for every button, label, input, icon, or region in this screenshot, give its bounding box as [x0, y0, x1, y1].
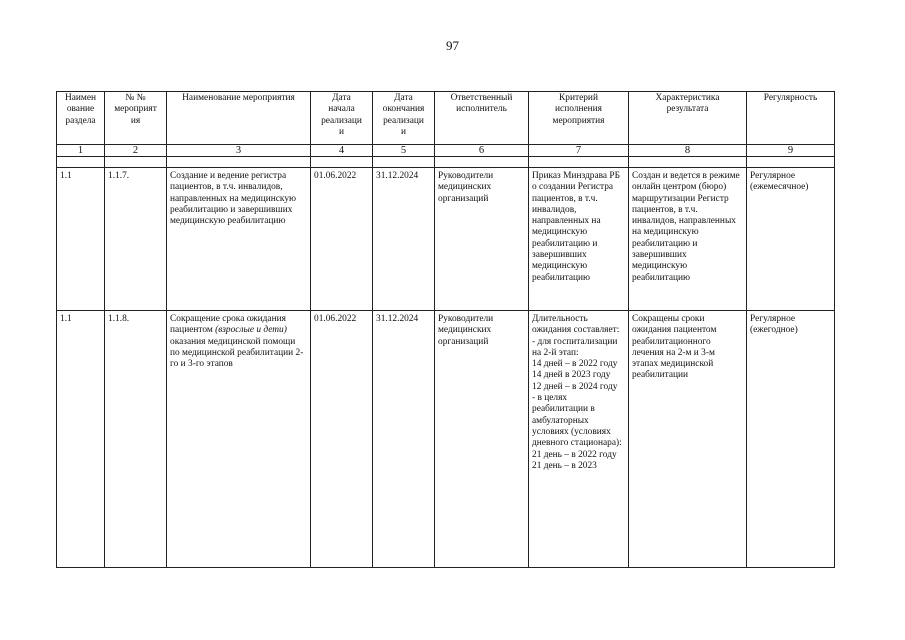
header-line: Дата — [332, 93, 351, 103]
end-date-cell: 31.12.2024 — [373, 168, 435, 311]
header-line: Наименование мероприятия — [182, 93, 295, 103]
activity-number-cell: 1.1.7. — [105, 168, 167, 311]
header-activity-name — [167, 92, 311, 145]
header-end-date — [373, 92, 435, 145]
table-header-row — [57, 92, 835, 145]
activities-table — [56, 91, 835, 568]
column-number: 6 — [435, 145, 529, 157]
column-number: 3 — [167, 145, 311, 157]
header-start-date — [311, 92, 373, 145]
header-line: мероприятия — [552, 115, 605, 126]
page-number: 97 — [446, 38, 459, 53]
header-section-name — [57, 92, 105, 145]
column-number: 5 — [373, 145, 435, 157]
header-line: Характеристика — [655, 93, 720, 103]
section-cell: 1.1 — [57, 311, 105, 568]
header-line: Наимен — [64, 93, 97, 103]
criterion-line: 12 дней – в 2024 году — [532, 381, 618, 392]
criterion-cell — [529, 311, 629, 568]
header-line: ование — [66, 104, 95, 115]
column-number: 1 — [57, 145, 105, 157]
column-number-row — [57, 145, 835, 157]
header-responsible — [435, 92, 529, 145]
criterion-line: - в целях реабилитации в амбулаторных условиях (условиях дневного стационара): — [532, 393, 622, 449]
criterion-line: 14 дней – в 2022 году — [532, 359, 618, 370]
result-cell: Создан и ведется в режиме онлайн центром (бюро) маршрутизации Регистр пациентов, в т.ч. инвалидов, направленных на медицинскую реабилитацию и завершивших медицинскую реабилитацию — [629, 168, 747, 311]
header-criterion — [529, 92, 629, 145]
criterion-line: 14 дней в 2023 году — [532, 370, 611, 381]
criterion-line: 21 день – в 2023 — [532, 460, 597, 471]
regularity-cell: Регулярное (ежегодное) — [747, 311, 835, 568]
start-date-cell: 01.06.2022 — [311, 168, 373, 311]
header-line: окончания — [382, 104, 425, 115]
header-line: исполнитель — [456, 104, 507, 115]
activity-name-rest: оказания медицинской помощи по медицинской реабилитации 2-го и 3-го этапов — [170, 336, 304, 370]
activity-name-italic: (взрослые и дети) — [215, 325, 287, 336]
start-date-cell: 01.06.2022 — [311, 311, 373, 568]
responsible-cell: Руководители медицинских организаций — [435, 311, 529, 568]
criterion-line: - для госпитализации на 2-й этап: — [532, 336, 618, 358]
header-line: мероприят — [114, 104, 157, 115]
column-number: 4 — [311, 145, 373, 157]
header-activity-number — [105, 92, 167, 145]
activity-name-cell — [167, 311, 311, 568]
header-line: Критерий — [559, 93, 598, 103]
header-line: реализаци — [321, 115, 362, 126]
activity-number-cell: 1.1.8. — [105, 311, 167, 568]
activity-name-text: Сокращение срока ожидания пациентом — [170, 314, 286, 336]
header-line: Дата — [394, 93, 413, 103]
criterion-line: 21 день – в 2022 году — [532, 449, 617, 460]
header-line: реализаци — [383, 115, 424, 126]
end-date-cell: 31.12.2024 — [373, 311, 435, 568]
column-number: 9 — [747, 145, 835, 157]
column-number: 2 — [105, 145, 167, 157]
section-cell: 1.1 — [57, 168, 105, 311]
column-number: 7 — [529, 145, 629, 157]
header-line: Ответственный — [450, 93, 513, 103]
column-number: 8 — [629, 145, 747, 157]
table-row — [57, 311, 835, 568]
table-row — [57, 168, 835, 311]
header-line: и — [338, 126, 345, 137]
result-cell: Сокращены сроки ожидания пациентом реабилитационного лечения на 2-м и 3-м этапах медицинской реабилитации — [629, 311, 747, 568]
header-line: Регулярность — [763, 93, 818, 103]
regularity-cell: Регулярное (ежемесячное) — [747, 168, 835, 311]
activity-name-cell — [167, 168, 311, 311]
header-regularity — [747, 92, 835, 145]
criterion-line: Приказ Минздрава РБ о создании Регистра пациентов, в т.ч. инвалидов, направленных на медицинскую реабилитацию и завершивших медицинскую реабилитацию — [532, 171, 621, 283]
criterion-cell — [529, 168, 629, 311]
header-line: и — [400, 126, 407, 137]
header-line: начала — [328, 104, 355, 115]
header-line: раздела — [65, 115, 96, 126]
header-line: результата — [666, 104, 709, 115]
header-line: исполнения — [555, 104, 602, 115]
header-line: № № — [125, 93, 146, 103]
responsible-cell: Руководители медицинских организаций — [435, 168, 529, 311]
spacer-row — [57, 157, 835, 168]
header-line: ия — [130, 115, 141, 126]
criterion-line: Длительность ожидания составляет: — [532, 314, 620, 336]
activity-name-text: Создание и ведение регистра пациентов, в т.ч. инвалидов, направленных на медицинскую реабилитацию и завершивших медицинскую реабилитацию — [170, 171, 297, 227]
header-result — [629, 92, 747, 145]
